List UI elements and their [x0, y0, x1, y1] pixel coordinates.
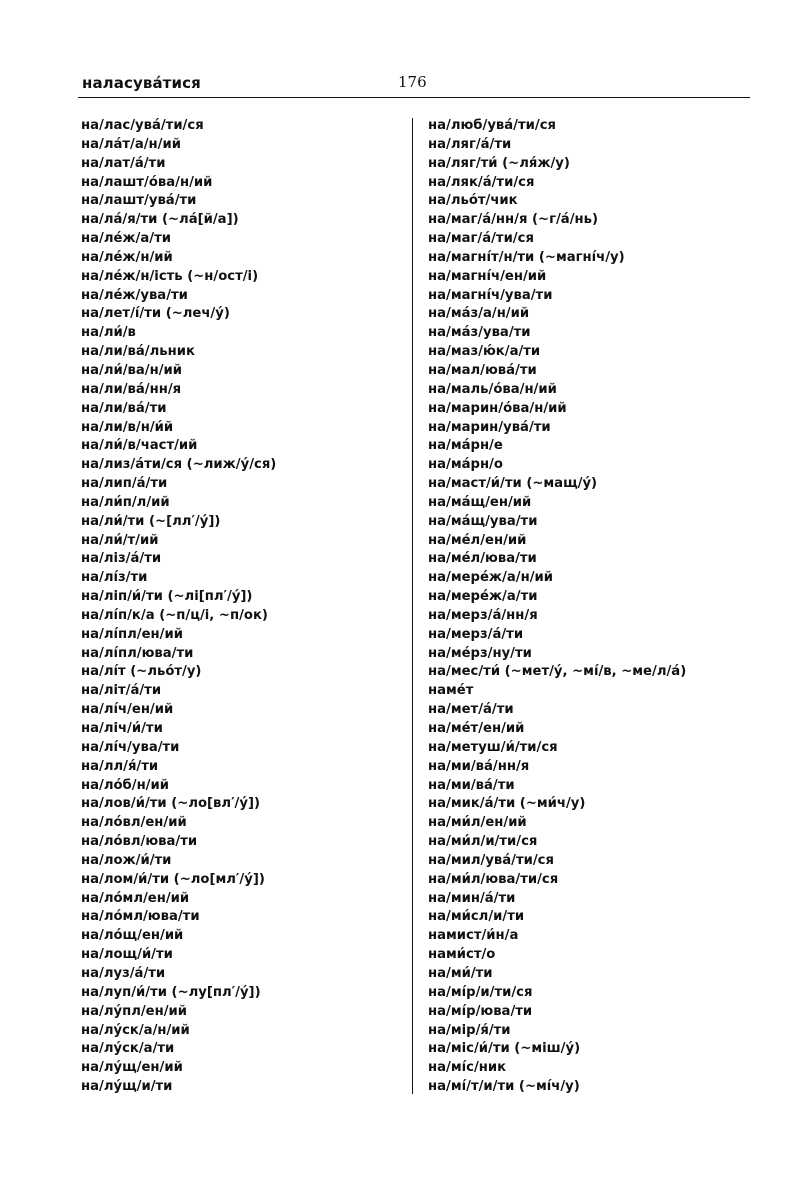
header-rule	[78, 97, 750, 98]
dictionary-entry: на/ми/ва́/ти	[428, 777, 515, 793]
dictionary-entry: на/ло́б/н/ий	[81, 777, 169, 793]
dictionary-entry: на/ми́/ти	[428, 965, 493, 981]
dictionary-entry: на/ле́ж/а/ти	[81, 231, 171, 247]
dictionary-entry: на/лл/я́/ти	[81, 758, 159, 774]
dictionary-entry: на/ли́/в	[81, 325, 136, 341]
column-divider	[412, 118, 413, 1094]
dictionary-entry: на/мин/а́/ти	[428, 890, 516, 906]
dictionary-entry: на/лом/и́/ти (~ло[мл′/у́])	[81, 871, 265, 887]
dictionary-entry: на/ма́рн/о	[428, 457, 503, 473]
dictionary-entry: на/ми́л/ен/ий	[428, 815, 527, 831]
dictionary-entry: на/ме́л/юва/ти	[428, 551, 537, 567]
dictionary-entry: на/луп/и́/ти (~лу[пл′/у́])	[81, 984, 261, 1000]
dictionary-entry: на/ло́вл/юва/ти	[81, 834, 198, 850]
dictionary-entry: на/ли́/ти (~[лл′/у́])	[81, 513, 221, 529]
dictionary-entry: на/лу́ск/а/н/ий	[81, 1022, 190, 1038]
dictionary-entry: на/марин/ува́/ти	[428, 419, 551, 435]
dictionary-entry: на/маг/а́/ти/ся	[428, 231, 534, 247]
dictionary-entry: на/мі́р/юва/ти	[428, 1003, 533, 1019]
dictionary-entry: на/ме́т/ен/ий	[428, 721, 525, 736]
dictionary-entry: на/лі́ч/ен/ий	[81, 702, 174, 718]
dictionary-entry: на/мере́ж/а/ти	[428, 589, 538, 605]
dictionary-entry: на/ли/ва́/ти	[81, 400, 167, 416]
dictionary-entry: на/ляг/а́/ти	[428, 136, 512, 152]
dictionary-entry: намист/и́н/а	[428, 928, 519, 944]
dictionary-entry: на/ла́т/а/н/ий	[81, 136, 181, 152]
dictionary-entry: на/маст/и́/ти (~мащ/у́)	[428, 476, 598, 492]
dictionary-entry: на/лу́щ/и/ти	[81, 1079, 173, 1095]
dictionary-entry: на/ли/в/н/и́й	[81, 419, 174, 435]
dictionary-entry: на/ле́ж/н/ість (~н/ост/і)	[81, 268, 259, 284]
dictionary-entry: на/ло́щ/ен/ий	[81, 928, 184, 944]
dictionary-entry: на/ма́з/ува/ти	[428, 325, 531, 341]
dictionary-entry: на/магні́ч/ува/ти	[428, 287, 553, 303]
dictionary-entry: на/міс/и́/ти (~міш/у́)	[428, 1041, 581, 1057]
dictionary-entry: на/мал/юва́/ти	[428, 362, 537, 378]
dictionary-entry: на/мил/ува́/ти/ся	[428, 852, 554, 868]
dictionary-entry: на/луз/а́/ти	[81, 965, 166, 981]
dictionary-entry: на/ли́/в/част/ий	[81, 438, 198, 454]
dictionary-entry: на/лі́пл/юва/ти	[81, 645, 194, 661]
dictionary-entry: на/лу́щ/ен/ий	[81, 1060, 183, 1076]
dictionary-entry: на/ма́рн/е	[428, 438, 503, 454]
dictionary-entry: на/ло́вл/ен/ий	[81, 815, 187, 831]
dictionary-entry: на/ми́л/юва/ти/ся	[428, 871, 559, 887]
dictionary-entry: на/мере́ж/а/н/ий	[428, 570, 553, 586]
dictionary-entry: на/магні́ч/ен/ий	[428, 268, 547, 284]
dictionary-entry: на/марин/о́ва/н/ий	[428, 400, 567, 416]
dictionary-entry: на/мір/я́/ти	[428, 1022, 511, 1038]
dictionary-entry: на/лу́пл/ен/ий	[81, 1003, 188, 1019]
guide-word: наласува́тися	[82, 74, 201, 92]
dictionary-entry: на/ле́ж/ува/ти	[81, 287, 188, 303]
dictionary-entry: на/ляг/ти́ (~ля́ж/у)	[428, 155, 570, 171]
page-number: 176	[398, 73, 427, 91]
dictionary-entry: на/ляк/а́/ти/ся	[428, 174, 535, 190]
right-column	[428, 117, 686, 1097]
dictionary-entry: на/лов/и́/ти (~ло[вл′/у́])	[81, 796, 261, 812]
dictionary-entry: на/маль/о́ва/н/ий	[428, 381, 557, 397]
dictionary-entry: на/маг/а́/нн/я (~г/а́/нь)	[428, 212, 599, 228]
dictionary-entry: на/люб/ува́/ти/ся	[428, 118, 556, 133]
dictionary-entry: на/лі́з/ти	[81, 570, 148, 586]
dictionary-entry: на/ло́мл/ен/ий	[81, 890, 190, 906]
dictionary-entry: на/мі́с/ник	[428, 1060, 507, 1076]
dictionary-entry: на/лощ/и́/ти	[81, 947, 173, 963]
dictionary-entry: на/ли/ва́/льник	[81, 344, 195, 360]
dictionary-entry: на/лі́ч/ува/ти	[81, 739, 180, 755]
dictionary-entry: на/маз/ю́к/а/ти	[428, 344, 541, 360]
dictionary-entry: на/лашт/о́ва/н/ий	[81, 174, 213, 190]
dictionary-entry: на/ліч/и́/ти	[81, 721, 163, 736]
dictionary-entry: на/лі́п/к/а (~п/ц/і, ~п/ок)	[81, 607, 268, 623]
dictionary-entry: на/мик/а́/ти (~ми́ч/у)	[428, 796, 586, 812]
dictionary-entry: наме́т	[428, 683, 474, 699]
dictionary-entry: на/лі́пл/ен/ий	[81, 626, 183, 642]
dictionary-entry: на/ма́щ/ен/ий	[428, 494, 532, 510]
dictionary-entry: на/лет/і́/ти (~леч/у́)	[81, 306, 230, 322]
dictionary-entry: на/ме́л/ен/ий	[428, 532, 527, 548]
dictionary-entry: на/лу́ск/а/ти	[81, 1041, 175, 1057]
dictionary-entry: на/лиз/а́ти/ся (~лиж/у́/ся)	[81, 457, 277, 473]
dictionary-entry: на/літ/а́/ти	[81, 683, 162, 699]
dictionary-entry: на/мі́/т/и/ти (~мі́ч/у)	[428, 1079, 580, 1095]
dictionary-entry: на/мерз/а́/ти	[428, 626, 524, 642]
dictionary-entry: на/ли́/т/ий	[81, 532, 159, 548]
dictionary-entry: на/ла́/я/ти (~ла́[й/а])	[81, 212, 239, 228]
dictionary-entry: на/ма́щ/ува/ти	[428, 513, 538, 529]
dictionary-entry: на/ліз/а́/ти	[81, 551, 162, 567]
dictionary-entry: на/мі́р/и/ти/ся	[428, 984, 533, 1000]
dictionary-entry: на/ли́/ва/н/ий	[81, 362, 183, 378]
dictionary-entry: на/мес/ти́ (~мет/у́, ~мі́/в, ~ме/л/а́)	[428, 664, 687, 680]
dictionary-entry: на/ма́з/а/н/ий	[428, 306, 530, 322]
dictionary-entry: на/лі́т (~льо́т/у)	[81, 664, 202, 680]
dictionary-entry: на/лат/а́/ти	[81, 155, 166, 171]
dictionary-entry: на/лож/и́/ти	[81, 852, 172, 868]
dictionary-entry: на/ли́п/л/ий	[81, 494, 170, 510]
dictionary-entry: на/мерз/а́/нн/я	[428, 607, 538, 623]
left-column	[81, 117, 276, 1097]
dictionary-entry: на/ли/ва́/нн/я	[81, 381, 182, 397]
dictionary-entry: на/лип/а́/ти	[81, 476, 168, 492]
dictionary-entry: на/лашт/ува́/ти	[81, 193, 197, 209]
dictionary-entry: на/лас/ува́/ти/ся	[81, 118, 204, 133]
dictionary-entry: на/льо́т/чик	[428, 193, 518, 209]
dictionary-entry: на/метуш/и́/ти/ся	[428, 739, 558, 755]
dictionary-entry: на/ми/ва́/нн/я	[428, 758, 530, 774]
dictionary-entry: на/ле́ж/н/ий	[81, 249, 173, 265]
dictionary-entry: на/ми́л/и/ти/ся	[428, 834, 538, 850]
dictionary-entry: на/ми́сл/и/ти	[428, 909, 525, 925]
dictionary-entry: на/магні́т/н/ти (~магні́ч/у)	[428, 249, 625, 265]
dictionary-entry: на/ліп/и́/ти (~лі[пл′/у́])	[81, 589, 253, 605]
dictionary-entry: нами́ст/о	[428, 947, 496, 963]
dictionary-entry: на/ло́мл/юва/ти	[81, 909, 200, 925]
dictionary-entry: на/ме́рз/ну/ти	[428, 645, 532, 661]
dictionary-entry: на/мет/а́/ти	[428, 702, 514, 718]
